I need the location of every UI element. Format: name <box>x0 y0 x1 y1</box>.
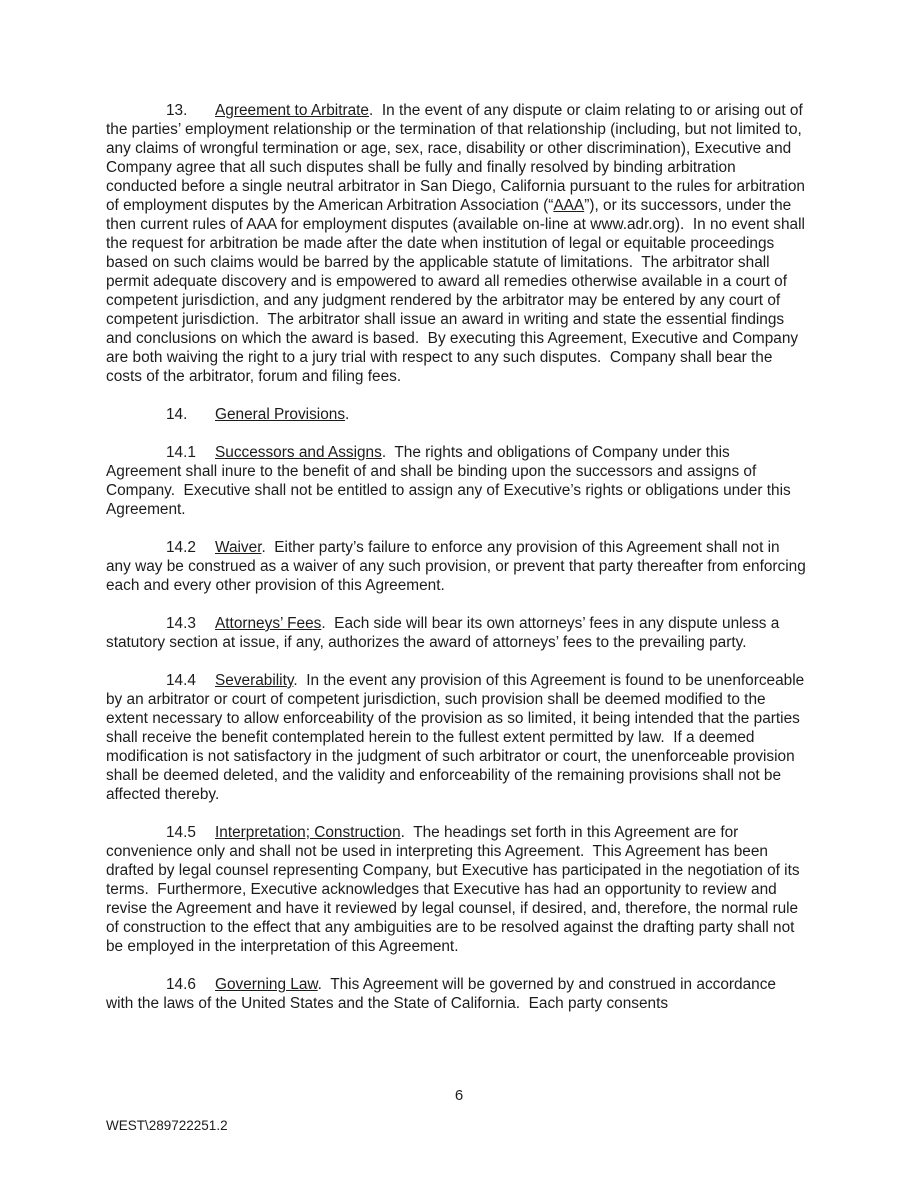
section-14-5-paragraph <box>106 823 806 956</box>
section-14-title: General Provisions <box>215 406 346 423</box>
section-14-number: 14. <box>166 406 188 423</box>
page-number: 6 <box>454 1087 464 1104</box>
section-14-3-paragraph <box>106 614 806 652</box>
section-13-paragraph <box>106 101 810 386</box>
document-id-footer: WEST\289722251.2 <box>106 1118 228 1133</box>
section-14-1-number: 14.1 <box>166 444 196 461</box>
section-14-5-number: 14.5 <box>166 824 196 841</box>
section-14-4-title: Severability <box>215 672 294 689</box>
section-14-2-title: Waiver <box>215 539 262 556</box>
section-13-underlined-term: AAA <box>553 197 585 214</box>
section-14-2-number: 14.2 <box>166 539 196 556</box>
section-14-5-body: . The headings set forth in this Agreement are for convenience only and shall not be used in interpreting this Agreement. This Agreement has been drafted by legal counsel representing Company, but Executive has participated in the negotiation of its terms. Furthermore, Executive acknowledges that Executive has had an opportunity to review and revise the Agreement and have it reviewed by legal counsel, if desired, and, therefore, the normal rule of construction to the effect that any ambiguities are to be resolved against the drafting party shall not be employed in the interpretation of this Agreement. <box>106 824 804 955</box>
section-14-6-body: . This Agreement will be governed by and construed in accordance with the laws of the United States and the State of California. Each party consents <box>106 976 781 1012</box>
section-14-6-title: Governing Law <box>215 976 318 993</box>
section-14-2-body: . Either party’s failure to enforce any provision of this Agreement shall not in any way be construed as a waiver of any such provision, or prevent that party thereafter from enforcing each and every other provision of this Agreement. <box>106 539 811 594</box>
section-13-number: 13. <box>166 102 188 119</box>
section-14-3-number: 14.3 <box>166 615 196 632</box>
section-14-1-paragraph <box>106 443 806 519</box>
document-body <box>106 101 811 1032</box>
section-14-1-body: . The rights and obligations of Company under this Agreement shall inure to the benefit of and shall be binding upon the successors and assigns of Company. Executive shall not be entitled to assign any of Executive’s rights or obligations under this Agreement. <box>106 444 795 518</box>
section-14-3-body: . Each side will bear its own attorneys’ fees in any dispute unless a statutory section at issue, if any, authorizes the award of attorneys’ fees to the prevailing party. <box>106 615 784 651</box>
section-14-3-title: Attorneys’ Fees <box>215 615 322 632</box>
section-14-paragraph <box>106 405 806 424</box>
section-14-5-title: Interpretation; Construction <box>215 824 401 841</box>
section-14-body: . <box>345 406 350 423</box>
section-13-title: Agreement to Arbitrate <box>215 102 369 119</box>
section-14-6-number: 14.6 <box>166 976 196 993</box>
section-14-6-paragraph <box>106 975 806 1013</box>
section-13-body-before-term: . In the event of any dispute or claim relating to or arising out of the parties’ employment relationship or the termination of that relationship (including, but not limited to, any claims of wrongful termination or age, sex, race, disability or other discrimination), Executive and Company agree that all such disputes shall be fully and finally resolved by binding arbitration conducted before a single neutral arbitrator in San Diego, California pursuant to the rules for arbitration of employment disputes by the American Arbitration Association (“ <box>106 102 810 214</box>
section-13-body-after-term: ”), or its successors, under the then current rules of AAA for employment disputes (available on-line at www.adr.org). In no event shall the request for arbitration be made after the date when institution of legal or equitable proceedings based on such claims would be barred by the applicable statute of limitations. The arbitrator shall permit adequate discovery and is empowered to award all remedies otherwise available in a court of competent jurisdiction, and any judgment rendered by the arbitrator may be entered by any court of competent jurisdiction. The arbitrator shall issue an award in writing and state the essential findings and conclusions on which the award is based. By executing this Agreement, Executive and Company are both waiving the right to a jury trial with respect to any such disputes. Company shall bear the costs of the arbitrator, forum and filing fees. <box>106 197 810 385</box>
section-14-1-title: Successors and Assigns <box>215 444 382 461</box>
section-14-4-paragraph <box>106 671 809 804</box>
section-14-4-number: 14.4 <box>166 672 196 689</box>
section-14-2-paragraph <box>106 538 811 595</box>
section-14-4-body: . In the event any provision of this Agreement is found to be unenforceable by an arbitrator or court of competent jurisdiction, such provision shall be deemed modified to the extent necessary to allow enforceability of the provision as so limited, it being intended that the parties shall receive the benefit contemplated herein to the fullest extent permitted by law. If a deemed modification is not satisfactory in the judgment of such arbitrator or court, the unenforceable provision shall be deemed deleted, and the validity and enforceability of the remaining provisions shall not be affected thereby. <box>106 672 809 803</box>
